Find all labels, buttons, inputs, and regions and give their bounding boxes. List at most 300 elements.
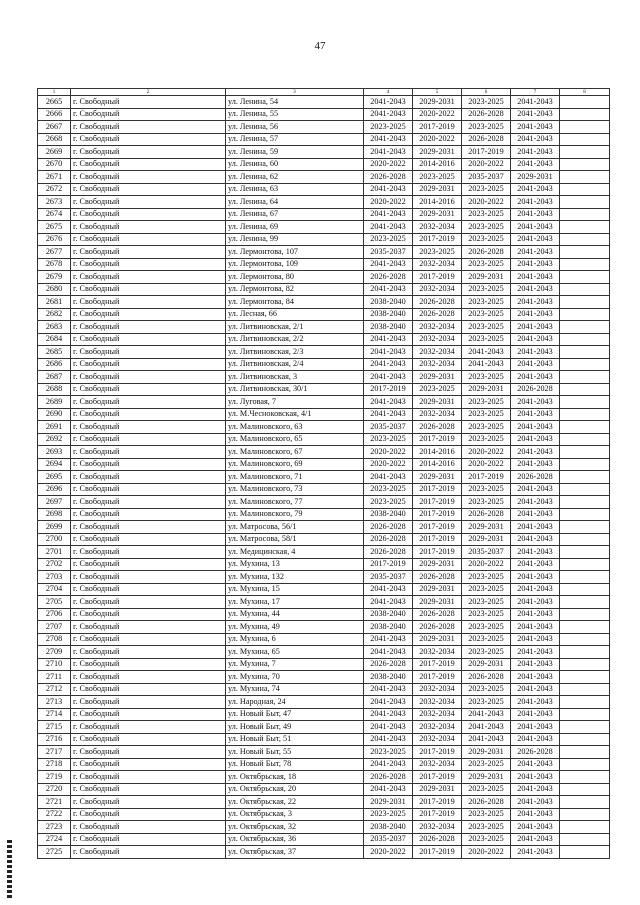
table-row bbox=[38, 758, 610, 771]
period-cell: 2041-2043 bbox=[364, 258, 413, 271]
period-cell: 2041-2043 bbox=[364, 596, 413, 609]
empty-cell bbox=[560, 546, 610, 559]
address-cell: ул. Ленина, 63 bbox=[226, 183, 364, 196]
table-row bbox=[38, 746, 610, 759]
period-cell: 2017-2019 bbox=[413, 546, 462, 559]
header-cell: 5 bbox=[413, 89, 462, 96]
empty-cell bbox=[560, 633, 610, 646]
table-row bbox=[38, 583, 610, 596]
period-cell: 2032-2034 bbox=[413, 283, 462, 296]
period-cell: 2032-2034 bbox=[413, 696, 462, 709]
period-cell: 2032-2034 bbox=[413, 346, 462, 359]
period-cell: 2032-2034 bbox=[413, 821, 462, 834]
table-row bbox=[38, 146, 610, 159]
period-cell: 2032-2034 bbox=[413, 258, 462, 271]
period-cell: 2020-2022 bbox=[364, 458, 413, 471]
city-cell: г. Свободный bbox=[71, 683, 226, 696]
address-cell: ул. Ленина, 57 bbox=[226, 133, 364, 146]
period-cell: 2017-2019 bbox=[413, 808, 462, 821]
city-cell: г. Свободный bbox=[71, 608, 226, 621]
address-cell: ул. Малиновского, 67 bbox=[226, 446, 364, 459]
row-number-cell: 2685 bbox=[38, 346, 71, 359]
address-cell: ул. Ленина, 55 bbox=[226, 108, 364, 121]
period-cell: 2023-2025 bbox=[462, 283, 511, 296]
period-cell: 2014-2016 bbox=[413, 196, 462, 209]
period-cell: 2026-2028 bbox=[364, 171, 413, 184]
row-number-cell: 2716 bbox=[38, 733, 71, 746]
city-cell: г. Свободный bbox=[71, 246, 226, 259]
period-cell: 2041-2043 bbox=[364, 371, 413, 384]
table-row bbox=[38, 483, 610, 496]
row-number-cell: 2698 bbox=[38, 508, 71, 521]
address-cell: ул. Октябрьская, 37 bbox=[226, 846, 364, 859]
empty-cell bbox=[560, 171, 610, 184]
empty-cell bbox=[560, 196, 610, 209]
period-cell: 2023-2025 bbox=[462, 646, 511, 659]
period-cell: 2041-2043 bbox=[511, 558, 560, 571]
row-number-cell: 2717 bbox=[38, 746, 71, 759]
empty-cell bbox=[560, 183, 610, 196]
period-cell: 2023-2025 bbox=[462, 483, 511, 496]
period-cell: 2041-2043 bbox=[511, 308, 560, 321]
empty-cell bbox=[560, 396, 610, 409]
city-cell: г. Свободный bbox=[71, 171, 226, 184]
empty-cell bbox=[560, 383, 610, 396]
empty-cell bbox=[560, 783, 610, 796]
address-cell: ул. Ленина, 59 bbox=[226, 146, 364, 159]
row-number-cell: 2704 bbox=[38, 583, 71, 596]
table-row bbox=[38, 508, 610, 521]
period-cell: 2017-2019 bbox=[413, 771, 462, 784]
period-cell: 2017-2019 bbox=[413, 658, 462, 671]
period-cell: 2020-2022 bbox=[413, 108, 462, 121]
city-cell: г. Свободный bbox=[71, 658, 226, 671]
row-number-cell: 2673 bbox=[38, 196, 71, 209]
table-row bbox=[38, 546, 610, 559]
row-number-cell: 2677 bbox=[38, 246, 71, 259]
empty-cell bbox=[560, 108, 610, 121]
city-cell: г. Свободный bbox=[71, 721, 226, 734]
period-cell: 2041-2043 bbox=[511, 833, 560, 846]
period-cell: 2041-2043 bbox=[511, 671, 560, 684]
row-number-cell: 2679 bbox=[38, 271, 71, 284]
address-cell: ул. Литвиновская, 30/1 bbox=[226, 383, 364, 396]
table-row bbox=[38, 371, 610, 384]
city-cell: г. Свободный bbox=[71, 671, 226, 684]
period-cell: 2041-2043 bbox=[511, 621, 560, 634]
page-number: 47 bbox=[314, 40, 326, 52]
empty-cell bbox=[560, 596, 610, 609]
row-number-cell: 2672 bbox=[38, 183, 71, 196]
period-cell: 2023-2025 bbox=[462, 121, 511, 134]
row-number-cell: 2720 bbox=[38, 783, 71, 796]
city-cell: г. Свободный bbox=[71, 108, 226, 121]
empty-cell bbox=[560, 483, 610, 496]
period-cell: 2041-2043 bbox=[364, 133, 413, 146]
period-cell: 2029-2031 bbox=[462, 746, 511, 759]
city-cell: г. Свободный bbox=[71, 533, 226, 546]
address-cell: ул. Литвиновская, 2/4 bbox=[226, 358, 364, 371]
table-row bbox=[38, 633, 610, 646]
period-cell: 2041-2043 bbox=[462, 733, 511, 746]
period-cell: 2035-2037 bbox=[462, 171, 511, 184]
table-row bbox=[38, 183, 610, 196]
period-cell: 2032-2034 bbox=[413, 733, 462, 746]
address-cell: ул. Лермонтова, 82 bbox=[226, 283, 364, 296]
table-row bbox=[38, 121, 610, 134]
period-cell: 2041-2043 bbox=[511, 421, 560, 434]
period-cell: 2032-2034 bbox=[413, 721, 462, 734]
city-cell: г. Свободный bbox=[71, 121, 226, 134]
address-cell: ул. Ленина, 54 bbox=[226, 96, 364, 109]
table-row bbox=[38, 408, 610, 421]
period-cell: 2041-2043 bbox=[364, 696, 413, 709]
row-number-cell: 2706 bbox=[38, 608, 71, 621]
period-cell: 2041-2043 bbox=[364, 146, 413, 159]
address-cell: ул. Октябрьская, 32 bbox=[226, 821, 364, 834]
period-cell: 2017-2019 bbox=[413, 271, 462, 284]
period-cell: 2026-2028 bbox=[364, 271, 413, 284]
period-cell: 2017-2019 bbox=[413, 533, 462, 546]
address-cell: ул. Лермонтова, 80 bbox=[226, 271, 364, 284]
period-cell: 2041-2043 bbox=[511, 346, 560, 359]
row-number-cell: 2711 bbox=[38, 671, 71, 684]
table-row bbox=[38, 596, 610, 609]
period-cell: 2041-2043 bbox=[364, 646, 413, 659]
city-cell: г. Свободный bbox=[71, 446, 226, 459]
empty-cell bbox=[560, 258, 610, 271]
header-cell: 6 bbox=[462, 89, 511, 96]
period-cell: 2041-2043 bbox=[511, 258, 560, 271]
period-cell: 2041-2043 bbox=[511, 846, 560, 859]
row-number-cell: 2696 bbox=[38, 483, 71, 496]
period-cell: 2041-2043 bbox=[511, 696, 560, 709]
period-cell: 2014-2016 bbox=[413, 446, 462, 459]
empty-cell bbox=[560, 808, 610, 821]
period-cell: 2023-2025 bbox=[462, 783, 511, 796]
table-row bbox=[38, 458, 610, 471]
period-cell: 2041-2043 bbox=[511, 496, 560, 509]
empty-cell bbox=[560, 583, 610, 596]
table-row bbox=[38, 708, 610, 721]
city-cell: г. Свободный bbox=[71, 408, 226, 421]
period-cell: 2041-2043 bbox=[364, 221, 413, 234]
table-row bbox=[38, 383, 610, 396]
period-cell: 2023-2025 bbox=[364, 433, 413, 446]
period-cell: 2023-2025 bbox=[462, 371, 511, 384]
row-number-cell: 2695 bbox=[38, 471, 71, 484]
address-cell: ул. Медицинская, 4 bbox=[226, 546, 364, 559]
period-cell: 2041-2043 bbox=[462, 721, 511, 734]
period-cell: 2041-2043 bbox=[364, 96, 413, 109]
empty-cell bbox=[560, 208, 610, 221]
row-number-cell: 2713 bbox=[38, 696, 71, 709]
period-cell: 2041-2043 bbox=[511, 658, 560, 671]
empty-cell bbox=[560, 446, 610, 459]
table-row bbox=[38, 421, 610, 434]
address-cell: ул. Новый Быт, 47 bbox=[226, 708, 364, 721]
city-cell: г. Свободный bbox=[71, 421, 226, 434]
table-row bbox=[38, 96, 610, 109]
period-cell: 2041-2043 bbox=[364, 333, 413, 346]
period-cell: 2023-2025 bbox=[462, 233, 511, 246]
period-cell: 2041-2043 bbox=[364, 108, 413, 121]
table-row bbox=[38, 433, 610, 446]
row-number-cell: 2721 bbox=[38, 796, 71, 809]
empty-cell bbox=[560, 121, 610, 134]
period-cell: 2023-2025 bbox=[462, 683, 511, 696]
table-row bbox=[38, 283, 610, 296]
period-cell: 2041-2043 bbox=[511, 333, 560, 346]
address-cell: ул. Малиновского, 71 bbox=[226, 471, 364, 484]
city-cell: г. Свободный bbox=[71, 496, 226, 509]
period-cell: 2029-2031 bbox=[413, 371, 462, 384]
period-cell: 2041-2043 bbox=[364, 358, 413, 371]
empty-cell bbox=[560, 758, 610, 771]
row-number-cell: 2701 bbox=[38, 546, 71, 559]
address-cell: ул. Малиновского, 63 bbox=[226, 421, 364, 434]
table-row bbox=[38, 846, 610, 859]
address-cell: ул. Мухина, 74 bbox=[226, 683, 364, 696]
period-cell: 2023-2025 bbox=[462, 221, 511, 234]
table-row bbox=[38, 321, 610, 334]
period-cell: 2023-2025 bbox=[462, 433, 511, 446]
row-number-cell: 2688 bbox=[38, 383, 71, 396]
binding-mark bbox=[7, 840, 12, 900]
empty-cell bbox=[560, 746, 610, 759]
address-cell: ул. Мухина, 44 bbox=[226, 608, 364, 621]
row-number-cell: 2667 bbox=[38, 121, 71, 134]
table-row bbox=[38, 308, 610, 321]
city-cell: г. Свободный bbox=[71, 321, 226, 334]
period-cell: 2041-2043 bbox=[511, 396, 560, 409]
empty-cell bbox=[560, 833, 610, 846]
period-cell: 2017-2019 bbox=[413, 796, 462, 809]
table-row bbox=[38, 246, 610, 259]
city-cell: г. Свободный bbox=[71, 646, 226, 659]
empty-cell bbox=[560, 408, 610, 421]
city-cell: г. Свободный bbox=[71, 521, 226, 534]
period-cell: 2023-2025 bbox=[413, 171, 462, 184]
period-cell: 2023-2025 bbox=[462, 421, 511, 434]
address-cell: ул. Мухина, 7 bbox=[226, 658, 364, 671]
empty-cell bbox=[560, 146, 610, 159]
period-cell: 2041-2043 bbox=[511, 133, 560, 146]
city-cell: г. Свободный bbox=[71, 258, 226, 271]
empty-cell bbox=[560, 533, 610, 546]
empty-cell bbox=[560, 558, 610, 571]
empty-cell bbox=[560, 646, 610, 659]
address-cell: ул. Литвиновская, 2/1 bbox=[226, 321, 364, 334]
table-row bbox=[38, 721, 610, 734]
empty-cell bbox=[560, 308, 610, 321]
city-cell: г. Свободный bbox=[71, 221, 226, 234]
table-row bbox=[38, 533, 610, 546]
empty-cell bbox=[560, 658, 610, 671]
table-row bbox=[38, 108, 610, 121]
period-cell: 2023-2025 bbox=[364, 746, 413, 759]
address-cell: ул. Октябрьская, 20 bbox=[226, 783, 364, 796]
city-cell: г. Свободный bbox=[71, 808, 226, 821]
row-number-cell: 2693 bbox=[38, 446, 71, 459]
table-row bbox=[38, 171, 610, 184]
table-row bbox=[38, 558, 610, 571]
period-cell: 2041-2043 bbox=[511, 583, 560, 596]
row-number-cell: 2724 bbox=[38, 833, 71, 846]
period-cell: 2029-2031 bbox=[413, 583, 462, 596]
period-cell: 2023-2025 bbox=[462, 308, 511, 321]
row-number-cell: 2666 bbox=[38, 108, 71, 121]
city-cell: г. Свободный bbox=[71, 271, 226, 284]
period-cell: 2023-2025 bbox=[462, 408, 511, 421]
period-cell: 2026-2028 bbox=[462, 508, 511, 521]
period-cell: 2041-2043 bbox=[364, 471, 413, 484]
table-row bbox=[38, 796, 610, 809]
row-number-cell: 2686 bbox=[38, 358, 71, 371]
period-cell: 2026-2028 bbox=[462, 108, 511, 121]
city-cell: г. Свободный bbox=[71, 696, 226, 709]
period-cell: 2023-2025 bbox=[364, 808, 413, 821]
period-cell: 2029-2031 bbox=[511, 171, 560, 184]
period-cell: 2020-2022 bbox=[413, 133, 462, 146]
empty-cell bbox=[560, 708, 610, 721]
row-number-cell: 2694 bbox=[38, 458, 71, 471]
period-cell: 2041-2043 bbox=[511, 483, 560, 496]
empty-cell bbox=[560, 246, 610, 259]
address-cell: ул. Октябрьская, 22 bbox=[226, 796, 364, 809]
city-cell: г. Свободный bbox=[71, 846, 226, 859]
period-cell: 2017-2019 bbox=[413, 846, 462, 859]
period-cell: 2029-2031 bbox=[413, 96, 462, 109]
address-cell: ул. Луговая, 7 bbox=[226, 396, 364, 409]
period-cell: 2029-2031 bbox=[413, 183, 462, 196]
city-cell: г. Свободный bbox=[71, 346, 226, 359]
period-cell: 2023-2025 bbox=[462, 496, 511, 509]
period-cell: 2041-2043 bbox=[364, 583, 413, 596]
table-row bbox=[38, 271, 610, 284]
empty-cell bbox=[560, 271, 610, 284]
period-cell: 2023-2025 bbox=[364, 121, 413, 134]
empty-cell bbox=[560, 96, 610, 109]
period-cell: 2026-2028 bbox=[511, 746, 560, 759]
row-number-cell: 2700 bbox=[38, 533, 71, 546]
period-cell: 2029-2031 bbox=[413, 558, 462, 571]
period-cell: 2026-2028 bbox=[462, 246, 511, 259]
table-row bbox=[38, 833, 610, 846]
city-cell: г. Свободный bbox=[71, 133, 226, 146]
period-cell: 2041-2043 bbox=[511, 683, 560, 696]
period-cell: 2032-2034 bbox=[413, 221, 462, 234]
period-cell: 2017-2019 bbox=[413, 496, 462, 509]
period-cell: 2026-2028 bbox=[511, 471, 560, 484]
city-cell: г. Свободный bbox=[71, 583, 226, 596]
table-row bbox=[38, 658, 610, 671]
period-cell: 2041-2043 bbox=[511, 321, 560, 334]
address-cell: ул. Ленина, 67 bbox=[226, 208, 364, 221]
period-cell: 2026-2028 bbox=[364, 771, 413, 784]
header-cell: 8 bbox=[560, 89, 610, 96]
row-number-cell: 2690 bbox=[38, 408, 71, 421]
address-cell: ул. Октябрьская, 36 bbox=[226, 833, 364, 846]
city-cell: г. Свободный bbox=[71, 796, 226, 809]
period-cell: 2026-2028 bbox=[364, 533, 413, 546]
row-number-cell: 2674 bbox=[38, 208, 71, 221]
table-row bbox=[38, 621, 610, 634]
period-cell: 2038-2040 bbox=[364, 321, 413, 334]
table-row bbox=[38, 158, 610, 171]
period-cell: 2041-2043 bbox=[511, 283, 560, 296]
period-cell: 2026-2028 bbox=[511, 383, 560, 396]
period-cell: 2023-2025 bbox=[462, 321, 511, 334]
period-cell: 2041-2043 bbox=[364, 283, 413, 296]
period-cell: 2041-2043 bbox=[511, 221, 560, 234]
period-cell: 2041-2043 bbox=[511, 108, 560, 121]
period-cell: 2041-2043 bbox=[511, 446, 560, 459]
period-cell: 2020-2022 bbox=[462, 458, 511, 471]
period-cell: 2032-2034 bbox=[413, 408, 462, 421]
period-cell: 2041-2043 bbox=[511, 458, 560, 471]
period-cell: 2026-2028 bbox=[413, 421, 462, 434]
row-number-cell: 2676 bbox=[38, 233, 71, 246]
city-cell: г. Свободный bbox=[71, 746, 226, 759]
city-cell: г. Свободный bbox=[71, 621, 226, 634]
city-cell: г. Свободный bbox=[71, 546, 226, 559]
empty-cell bbox=[560, 508, 610, 521]
row-number-cell: 2705 bbox=[38, 596, 71, 609]
table-row bbox=[38, 396, 610, 409]
header-cell: 4 bbox=[364, 89, 413, 96]
period-cell: 2041-2043 bbox=[364, 633, 413, 646]
city-cell: г. Свободный bbox=[71, 158, 226, 171]
city-cell: г. Свободный bbox=[71, 483, 226, 496]
empty-cell bbox=[560, 821, 610, 834]
period-cell: 2041-2043 bbox=[511, 271, 560, 284]
row-number-cell: 2710 bbox=[38, 658, 71, 671]
period-cell: 2029-2031 bbox=[462, 533, 511, 546]
period-cell: 2041-2043 bbox=[364, 708, 413, 721]
period-cell: 2017-2019 bbox=[462, 471, 511, 484]
empty-cell bbox=[560, 296, 610, 309]
empty-cell bbox=[560, 233, 610, 246]
empty-cell bbox=[560, 496, 610, 509]
empty-cell bbox=[560, 571, 610, 584]
period-cell: 2038-2040 bbox=[364, 621, 413, 634]
period-cell: 2020-2022 bbox=[462, 846, 511, 859]
period-cell: 2029-2031 bbox=[413, 146, 462, 159]
table-row bbox=[38, 496, 610, 509]
header-cell: 2 bbox=[71, 89, 226, 96]
period-cell: 2029-2031 bbox=[462, 383, 511, 396]
period-cell: 2041-2043 bbox=[364, 733, 413, 746]
period-cell: 2023-2025 bbox=[462, 208, 511, 221]
address-cell: ул. Лермонтова, 109 bbox=[226, 258, 364, 271]
period-cell: 2038-2040 bbox=[364, 608, 413, 621]
table-row bbox=[38, 671, 610, 684]
period-cell: 2041-2043 bbox=[511, 796, 560, 809]
period-cell: 2020-2022 bbox=[462, 446, 511, 459]
period-cell: 2041-2043 bbox=[511, 821, 560, 834]
table-row bbox=[38, 208, 610, 221]
table-row bbox=[38, 646, 610, 659]
row-number-cell: 2681 bbox=[38, 296, 71, 309]
period-cell: 2023-2025 bbox=[462, 396, 511, 409]
period-cell: 2023-2025 bbox=[462, 633, 511, 646]
row-number-cell: 2703 bbox=[38, 571, 71, 584]
city-cell: г. Свободный bbox=[71, 758, 226, 771]
empty-cell bbox=[560, 371, 610, 384]
period-cell: 2041-2043 bbox=[364, 346, 413, 359]
row-number-cell: 2675 bbox=[38, 221, 71, 234]
